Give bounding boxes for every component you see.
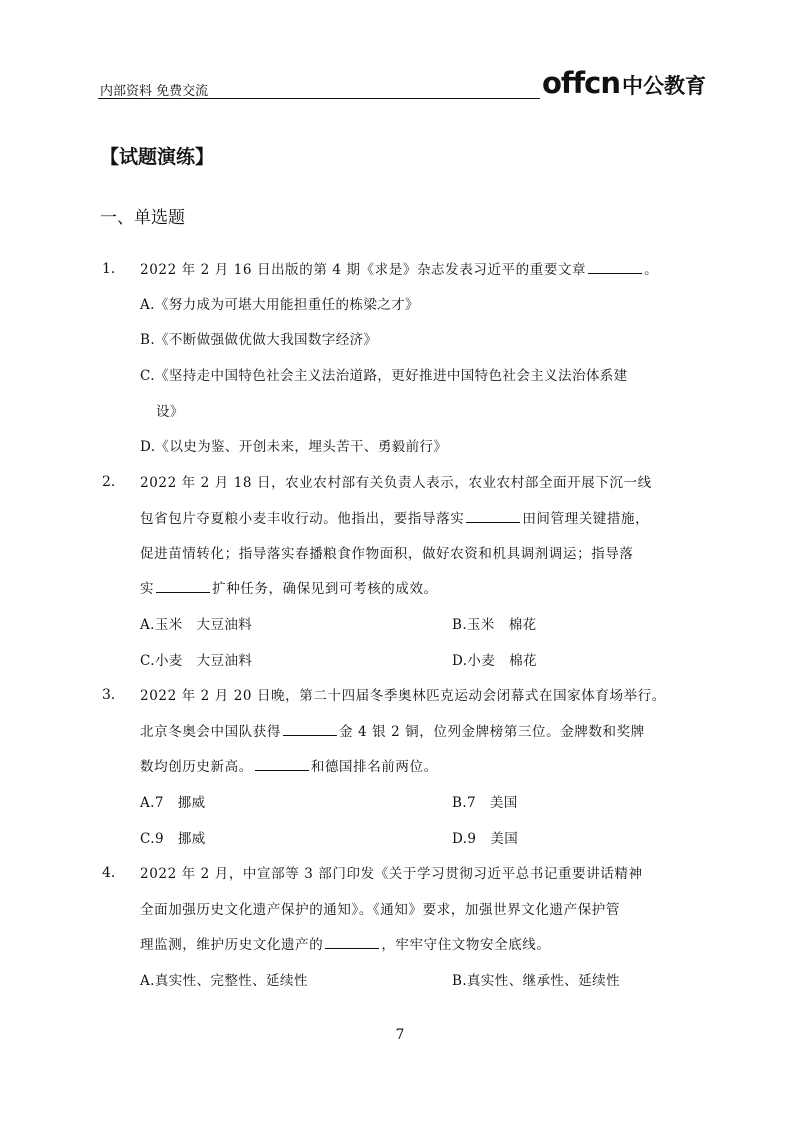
question-line: 全面加强历史文化遗产保护的通知》。《通知》要求，加强世界文化遗产保护管 (140, 902, 620, 918)
option-a: A.真实性、完整性、延续性 (140, 973, 308, 989)
option-d: D.《以史为鉴、开创未来，埋头苦干、勇毅前行》 (140, 439, 448, 455)
header-divider (98, 98, 540, 99)
option-c: C.小麦 大豆油料 (140, 653, 253, 669)
option-c-continued: 设》 (156, 404, 184, 420)
page-number: 7 (395, 1027, 405, 1043)
answer-blank (156, 580, 210, 593)
question-line: 北京冬奥会中国队获得 金 4 银 2 铜，位列金牌榜第三位。金牌数和奖牌 (140, 724, 645, 740)
option-d: D.9 美国 (452, 831, 519, 847)
option-c: C.9 挪威 (140, 831, 206, 847)
question-number: 4． (102, 865, 125, 881)
question-line: 2022 年 2 月，中宣部等 3 部门印发《关于学习贯彻习近平总书记重要讲话精神 (140, 866, 643, 882)
answer-blank (325, 936, 379, 949)
subsection-title: 一、单选题 (100, 208, 185, 228)
question-line: 2022 年 2 月 16 日出版的第 4 期《求是》杂志发表习近平的重要文章 。 (140, 262, 659, 278)
option-a: A.玉米 大豆油料 (140, 617, 253, 633)
offcn-logo (542, 66, 706, 100)
option-b: B.真实性、继承性、延续性 (452, 973, 620, 989)
option-b: B.7 美国 (452, 795, 518, 811)
question-number: 2． (102, 474, 125, 490)
question-line: 理监测，维护历史文化遗产的 ，牢牢守住文物安全底线。 (140, 937, 551, 953)
answer-blank (588, 261, 642, 274)
answer-blank (466, 510, 520, 523)
question-line: 数均创历史新高。 和德国排名前两位。 (140, 759, 438, 775)
option-b: B.玉米 棉花 (452, 617, 537, 633)
question-line: 2022 年 2 月 20 日晚，第二十四届冬季奥林匹克运动会闭幕式在国家体育场举行。 (140, 688, 666, 704)
answer-blank (283, 723, 337, 736)
section-title: 【试题演练】 (100, 146, 215, 168)
logo-en: offcn (542, 66, 620, 100)
question-number: 1． (102, 261, 125, 277)
question-line: 包省包片夺夏粮小麦丰收行动。他指出，要指导落实 田间管理关键措施， (140, 511, 650, 527)
option-d: D.小麦 棉花 (452, 653, 537, 669)
question-number: 3． (102, 687, 125, 703)
option-a: A.《努力成为可堪大用能担重任的栋梁之才》 (140, 297, 419, 313)
question-line: 实 扩种任务，确保见到可考核的成效。 (140, 581, 438, 597)
option-c: C.《坚持走中国特色社会主义法治道路，更好推进中国特色社会主义法治体系建 (140, 368, 628, 384)
question-line: 2022 年 2 月 18 日，农业农村部有关负责人表示，农业农村部全面开展下沉一线 (140, 475, 652, 491)
option-a: A.7 挪威 (140, 795, 206, 811)
answer-blank (255, 758, 309, 771)
header-left-text: 内部资料 免费交流 (100, 84, 209, 99)
question-line: 促进苗情转化；指导落实春播粮食作物面积，做好农资和机具调剂调运；指导落 (140, 546, 634, 562)
logo-cn: 中公教育 (622, 74, 706, 98)
option-b: B.《不断做强做优做大我国数字经济》 (140, 332, 378, 348)
